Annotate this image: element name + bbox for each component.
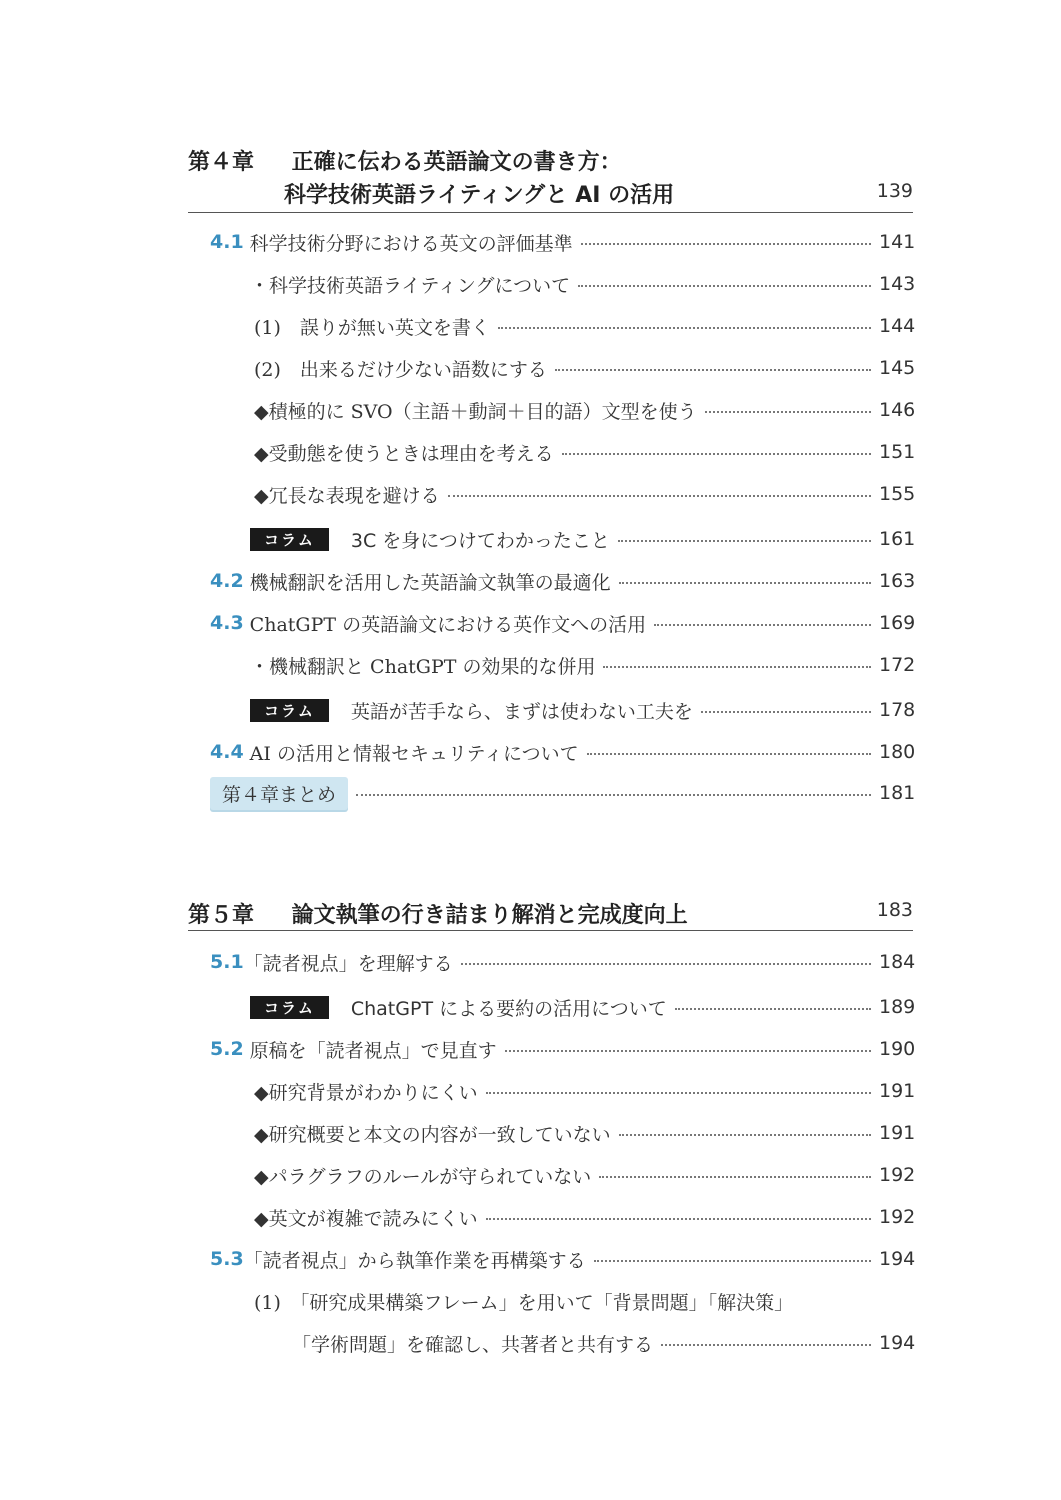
toc-entry[interactable] bbox=[188, 353, 916, 383]
chapter-4-heading bbox=[188, 140, 913, 213]
section-number: 5.1 bbox=[210, 951, 244, 973]
section-number: 5.3 bbox=[210, 1248, 244, 1270]
section-number: 4.1 bbox=[210, 231, 244, 253]
toc-entry-column[interactable] bbox=[188, 695, 916, 725]
entry-page: 146 bbox=[879, 399, 916, 421]
dot-leader bbox=[619, 582, 871, 584]
entry-page: 181 bbox=[879, 782, 916, 804]
entry-page: 141 bbox=[879, 231, 916, 253]
dot-leader bbox=[587, 753, 871, 755]
entry-text: ◆冗長な表現を避ける bbox=[254, 484, 440, 507]
entry-page: 194 bbox=[879, 1332, 916, 1354]
entry-text: ChatGPT による要約の活用について bbox=[350, 997, 667, 1020]
entry-page: 192 bbox=[879, 1206, 916, 1228]
chapter-4-label: 第４章 bbox=[188, 150, 255, 175]
entry-page: 151 bbox=[879, 441, 916, 463]
entry-text: ◆受動態を使うときは理由を考える bbox=[254, 442, 554, 465]
dot-leader bbox=[486, 1218, 871, 1220]
toc-entry-summary[interactable] bbox=[188, 778, 916, 808]
entry-text: (1) 誤りが無い英文を書く bbox=[254, 316, 490, 339]
entry-text: 「読者視点」から執筆作業を再構築する bbox=[243, 1249, 586, 1272]
toc-entry[interactable] bbox=[188, 1160, 916, 1190]
dot-leader bbox=[356, 794, 871, 796]
column-tag: コラム bbox=[250, 996, 329, 1019]
entry-text: (1) 「研究成果構築フレーム」を用いて「背景問題」「解決策」 bbox=[254, 1291, 794, 1314]
column-tag: コラム bbox=[250, 528, 329, 551]
dot-leader bbox=[461, 963, 871, 965]
chapter-5-page: 183 bbox=[876, 899, 913, 921]
toc-entry[interactable] bbox=[188, 737, 916, 767]
dot-leader bbox=[619, 1134, 871, 1136]
entry-page: 191 bbox=[879, 1122, 916, 1144]
entry-page: 189 bbox=[879, 996, 916, 1018]
toc-entry[interactable] bbox=[188, 608, 916, 638]
entry-text: AI の活用と情報セキュリティについて bbox=[249, 742, 579, 765]
entry-text: ◆英文が複雑で読みにくい bbox=[254, 1207, 478, 1230]
entry-text: 英語が苦手なら、まずは使わない工夫を bbox=[350, 700, 693, 723]
dot-leader bbox=[578, 285, 871, 287]
entry-page: 169 bbox=[879, 612, 916, 634]
entry-page: 172 bbox=[879, 654, 916, 676]
toc-entry-column[interactable] bbox=[188, 524, 916, 554]
chapter-4 bbox=[188, 140, 913, 213]
toc-entry[interactable] bbox=[188, 395, 916, 425]
entry-text: ◆研究背景がわかりにくい bbox=[254, 1081, 478, 1104]
dot-leader bbox=[581, 243, 871, 245]
entry-page: 161 bbox=[879, 528, 916, 550]
entry-text: ChatGPT の英語論文における英作文への活用 bbox=[249, 613, 647, 636]
dot-leader bbox=[654, 624, 871, 626]
column-tag: コラム bbox=[250, 699, 329, 722]
toc-entry[interactable] bbox=[188, 1076, 916, 1106]
dot-leader bbox=[661, 1344, 871, 1346]
dot-leader bbox=[594, 1260, 871, 1262]
entry-text: ◆研究概要と本文の内容が一致していない bbox=[254, 1123, 611, 1146]
toc-entry[interactable] bbox=[188, 1244, 916, 1274]
toc-entry[interactable] bbox=[188, 437, 916, 467]
toc-entry[interactable] bbox=[188, 479, 916, 509]
entry-text: ・機械翻訳と ChatGPT の効果的な併用 bbox=[250, 655, 596, 678]
entry-page: 144 bbox=[879, 315, 916, 337]
entry-page: 192 bbox=[879, 1164, 916, 1186]
toc-entry[interactable] bbox=[188, 1118, 916, 1148]
dot-leader bbox=[498, 327, 871, 329]
entry-text: 「学術問題」を確認し、共著者と共有する bbox=[292, 1333, 654, 1356]
dot-leader bbox=[562, 453, 871, 455]
dot-leader bbox=[486, 1092, 871, 1094]
chapter-4-page: 139 bbox=[876, 180, 913, 202]
dot-leader bbox=[675, 1008, 871, 1010]
entry-page: 155 bbox=[879, 483, 916, 505]
entry-text: ◆パラグラフのルールが守られていない bbox=[254, 1165, 592, 1188]
entry-page: 194 bbox=[879, 1248, 916, 1270]
dot-leader bbox=[705, 411, 871, 413]
chapter-5-heading bbox=[188, 893, 913, 931]
section-number: 5.2 bbox=[210, 1038, 244, 1060]
section-number: 4.3 bbox=[210, 612, 244, 634]
entry-page: 184 bbox=[879, 951, 916, 973]
entry-page: 191 bbox=[879, 1080, 916, 1102]
entry-text: 3C を身につけてわかったこと bbox=[350, 529, 610, 552]
dot-leader bbox=[448, 495, 871, 497]
chapter-4-title-line1: 正確に伝わる英語論文の書き方： bbox=[291, 150, 622, 175]
dot-leader bbox=[603, 666, 871, 668]
entry-text: 原稿を「読者視点」で見直す bbox=[249, 1039, 497, 1062]
chapter-5-label: 第５章 bbox=[188, 903, 255, 928]
dot-leader bbox=[555, 369, 871, 371]
toc-entry[interactable] bbox=[188, 311, 916, 341]
dot-leader bbox=[618, 540, 871, 542]
toc-entry[interactable] bbox=[188, 269, 916, 299]
entry-page: 180 bbox=[879, 741, 916, 763]
chapter-summary-badge: 第４章まとめ bbox=[210, 777, 348, 810]
chapter-5-title: 論文執筆の行き詰まり解消と完成度向上 bbox=[291, 903, 688, 928]
toc-entry[interactable] bbox=[188, 227, 916, 257]
toc-entry[interactable] bbox=[188, 1202, 916, 1232]
section-number: 4.2 bbox=[210, 570, 244, 592]
entry-page: 145 bbox=[879, 357, 916, 379]
toc-entry[interactable] bbox=[188, 566, 916, 596]
toc-entry[interactable] bbox=[188, 1034, 916, 1064]
entry-page: 143 bbox=[879, 273, 916, 295]
chapter-5 bbox=[188, 893, 913, 931]
chapter-4-title-line2: 科学技術英語ライティングと AI の活用 bbox=[284, 183, 675, 208]
dot-leader bbox=[599, 1176, 871, 1178]
entry-page: 190 bbox=[879, 1038, 916, 1060]
toc-entry-column[interactable] bbox=[188, 992, 916, 1022]
entry-text: 「読者視点」を理解する bbox=[243, 952, 453, 975]
dot-leader bbox=[505, 1050, 871, 1052]
dot-leader bbox=[701, 711, 871, 713]
entry-text: 科学技術分野における英文の評価基準 bbox=[249, 232, 573, 255]
toc-entry[interactable] bbox=[188, 1328, 916, 1358]
toc-entry[interactable] bbox=[188, 947, 916, 977]
entry-text: ・科学技術英語ライティングについて bbox=[250, 274, 571, 297]
toc-entry[interactable] bbox=[188, 1286, 913, 1316]
section-number: 4.4 bbox=[210, 741, 244, 763]
toc-entry[interactable] bbox=[188, 650, 916, 680]
entry-page: 178 bbox=[879, 699, 916, 721]
entry-text: ◆積極的に SVO（主語＋動詞＋目的語）文型を使う bbox=[254, 400, 697, 423]
entry-page: 163 bbox=[879, 570, 916, 592]
entry-text: 機械翻訳を活用した英語論文執筆の最適化 bbox=[249, 571, 611, 594]
entry-text: (2) 出来るだけ少ない語数にする bbox=[254, 358, 547, 381]
